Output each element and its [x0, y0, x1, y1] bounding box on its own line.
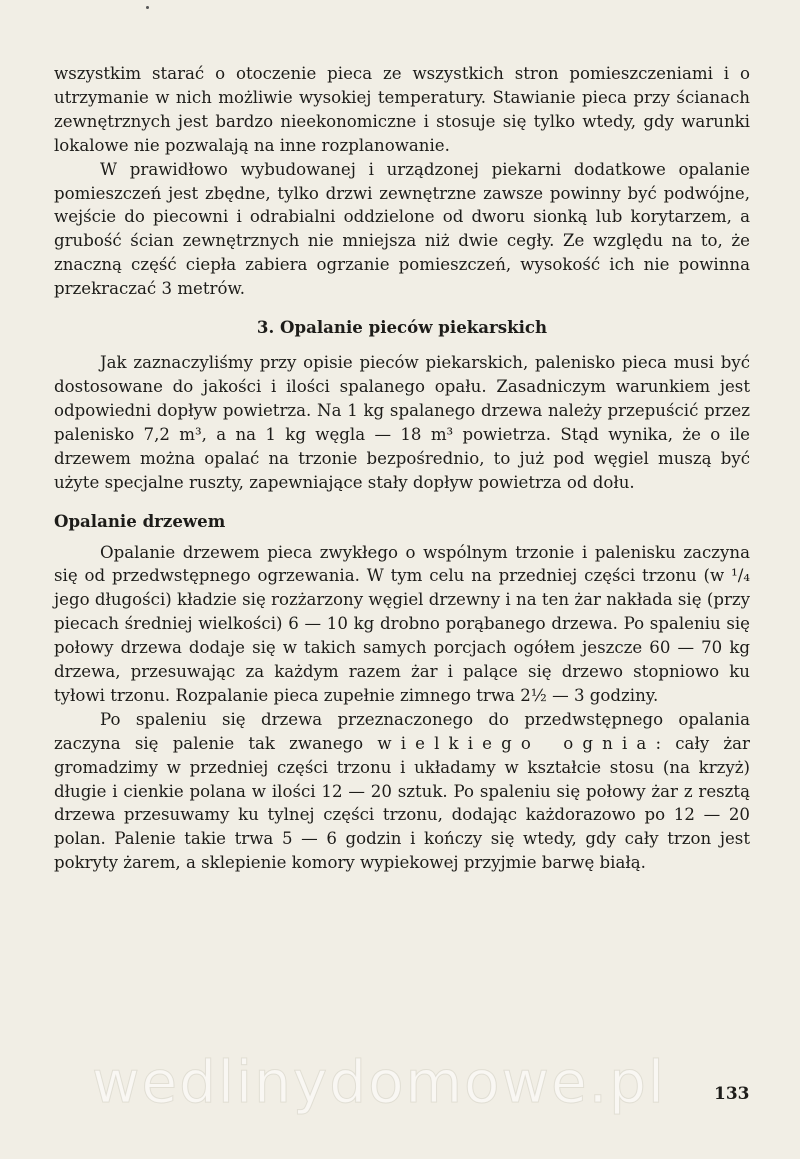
page-body	[54, 62, 750, 875]
wood-paragraph-1: Opalanie drzewem pieca zwykłego o wspólnym trzonie i palenisku zaczyna się od przedwstępnego ogrzewania. W tym celu na przedniej części trzonu (w ¹/₄ jego długości) kładzie się rozżarzony węgiel drzewny i na ten żar nakłada się (przy piecach średniej wielkości) 6 — 10 kg drobno porąbanego drzewa. Po spaleniu się połowy drzewa dodaje się w takich samych porcjach ogółem jeszcze 60 — 70 kg drzewa, przesuwając za każdym razem żar i palące się drzewo stopniowo ku tyłowi trzonu. Rozpalanie pieca zupełnie zimnego trwa 2½ — 3 godziny.	[54, 542, 750, 705]
subheading: Opalanie drzewem	[54, 510, 226, 531]
print-speck	[146, 6, 149, 9]
section-paragraph: Jak zaznaczyliśmy przy opisie pieców piekarskich, palenisko pieca musi być dostosowane do jakości i ilości spalanego opału. Zasadniczym warunkiem jest odpowiedni dopływ powietrza. Na 1 kg spalanego drzewa należy przepuścić przez palenisko 7,2 m³, a na 1 kg węgla — 18 m³ powietrza. Stąd wynika, że o ile drzewem można opalać na trzonie bezpośrednio, to już pod węgiel muszą być użyte specjalne ruszty, zapewniające stały dopływ powietrza od dołu.	[54, 353, 750, 492]
wood-paragraph-2-start: Po spaleniu się drzewa przeznaczonego do przedwstępnego opalania zaczyna się palenie tak zwanego	[54, 709, 750, 753]
intro-paragraph-2: W prawidłowo wybudowanej i urządzonej piekarni dodatkowe opalanie pomieszczeń jest zbędne, tylko drzwi zewnętrzne zawsze powinny być podwójne, wejście do piecowni i odrabialni oddzielone od dworu sionką lub korytarzem, a grubość ścian zewnętrznych nie mniejsza niż dwie cegły. Ze względu na to, że znaczną część ciepła zabiera ogrzanie pomieszczeń, wysokość ich nie powinna przekraczać 3 metrów.	[54, 159, 750, 299]
intro-paragraph-1: wszystkim starać o otoczenie pieca ze wszystkich stron pomieszczeniami i o utrzymanie w nich możliwie wysokiej temperatury. Stawianie pieca przy ścianach zewnętrznych jest bardzo nieekonomiczne i stosuje się tylko wtedy, gdy warunki lokalowe nie pozwalają na inne rozplanowanie.	[54, 64, 750, 155]
wood-paragraph-2-end: : cały żar gromadzimy w przedniej części trzonu i układamy w kształcie stosu (na krzyż) długie i cienkie polana w ilości 12 — 20 sztuk. Po spaleniu się połowy żar z resztą drzewa przesuwamy ku tylnej części trzonu, dodając każdorazowo po 12 — 20 polan. Palenie takie trwa 5 — 6 godzin i kończy się wtedy, gdy cały trzon jest pokryty żarem, a sklepienie komory wypiekowej przyjmie barwę białą.	[54, 733, 750, 873]
watermark: wedlinydomowe.pl	[92, 1048, 667, 1116]
emphasis-text: wielkiego ognia	[377, 733, 656, 753]
section-heading: 3. Opalanie pieców piekarskich	[256, 317, 548, 338]
wood-paragraph-2	[54, 708, 750, 875]
page-number: 133	[714, 1084, 750, 1104]
